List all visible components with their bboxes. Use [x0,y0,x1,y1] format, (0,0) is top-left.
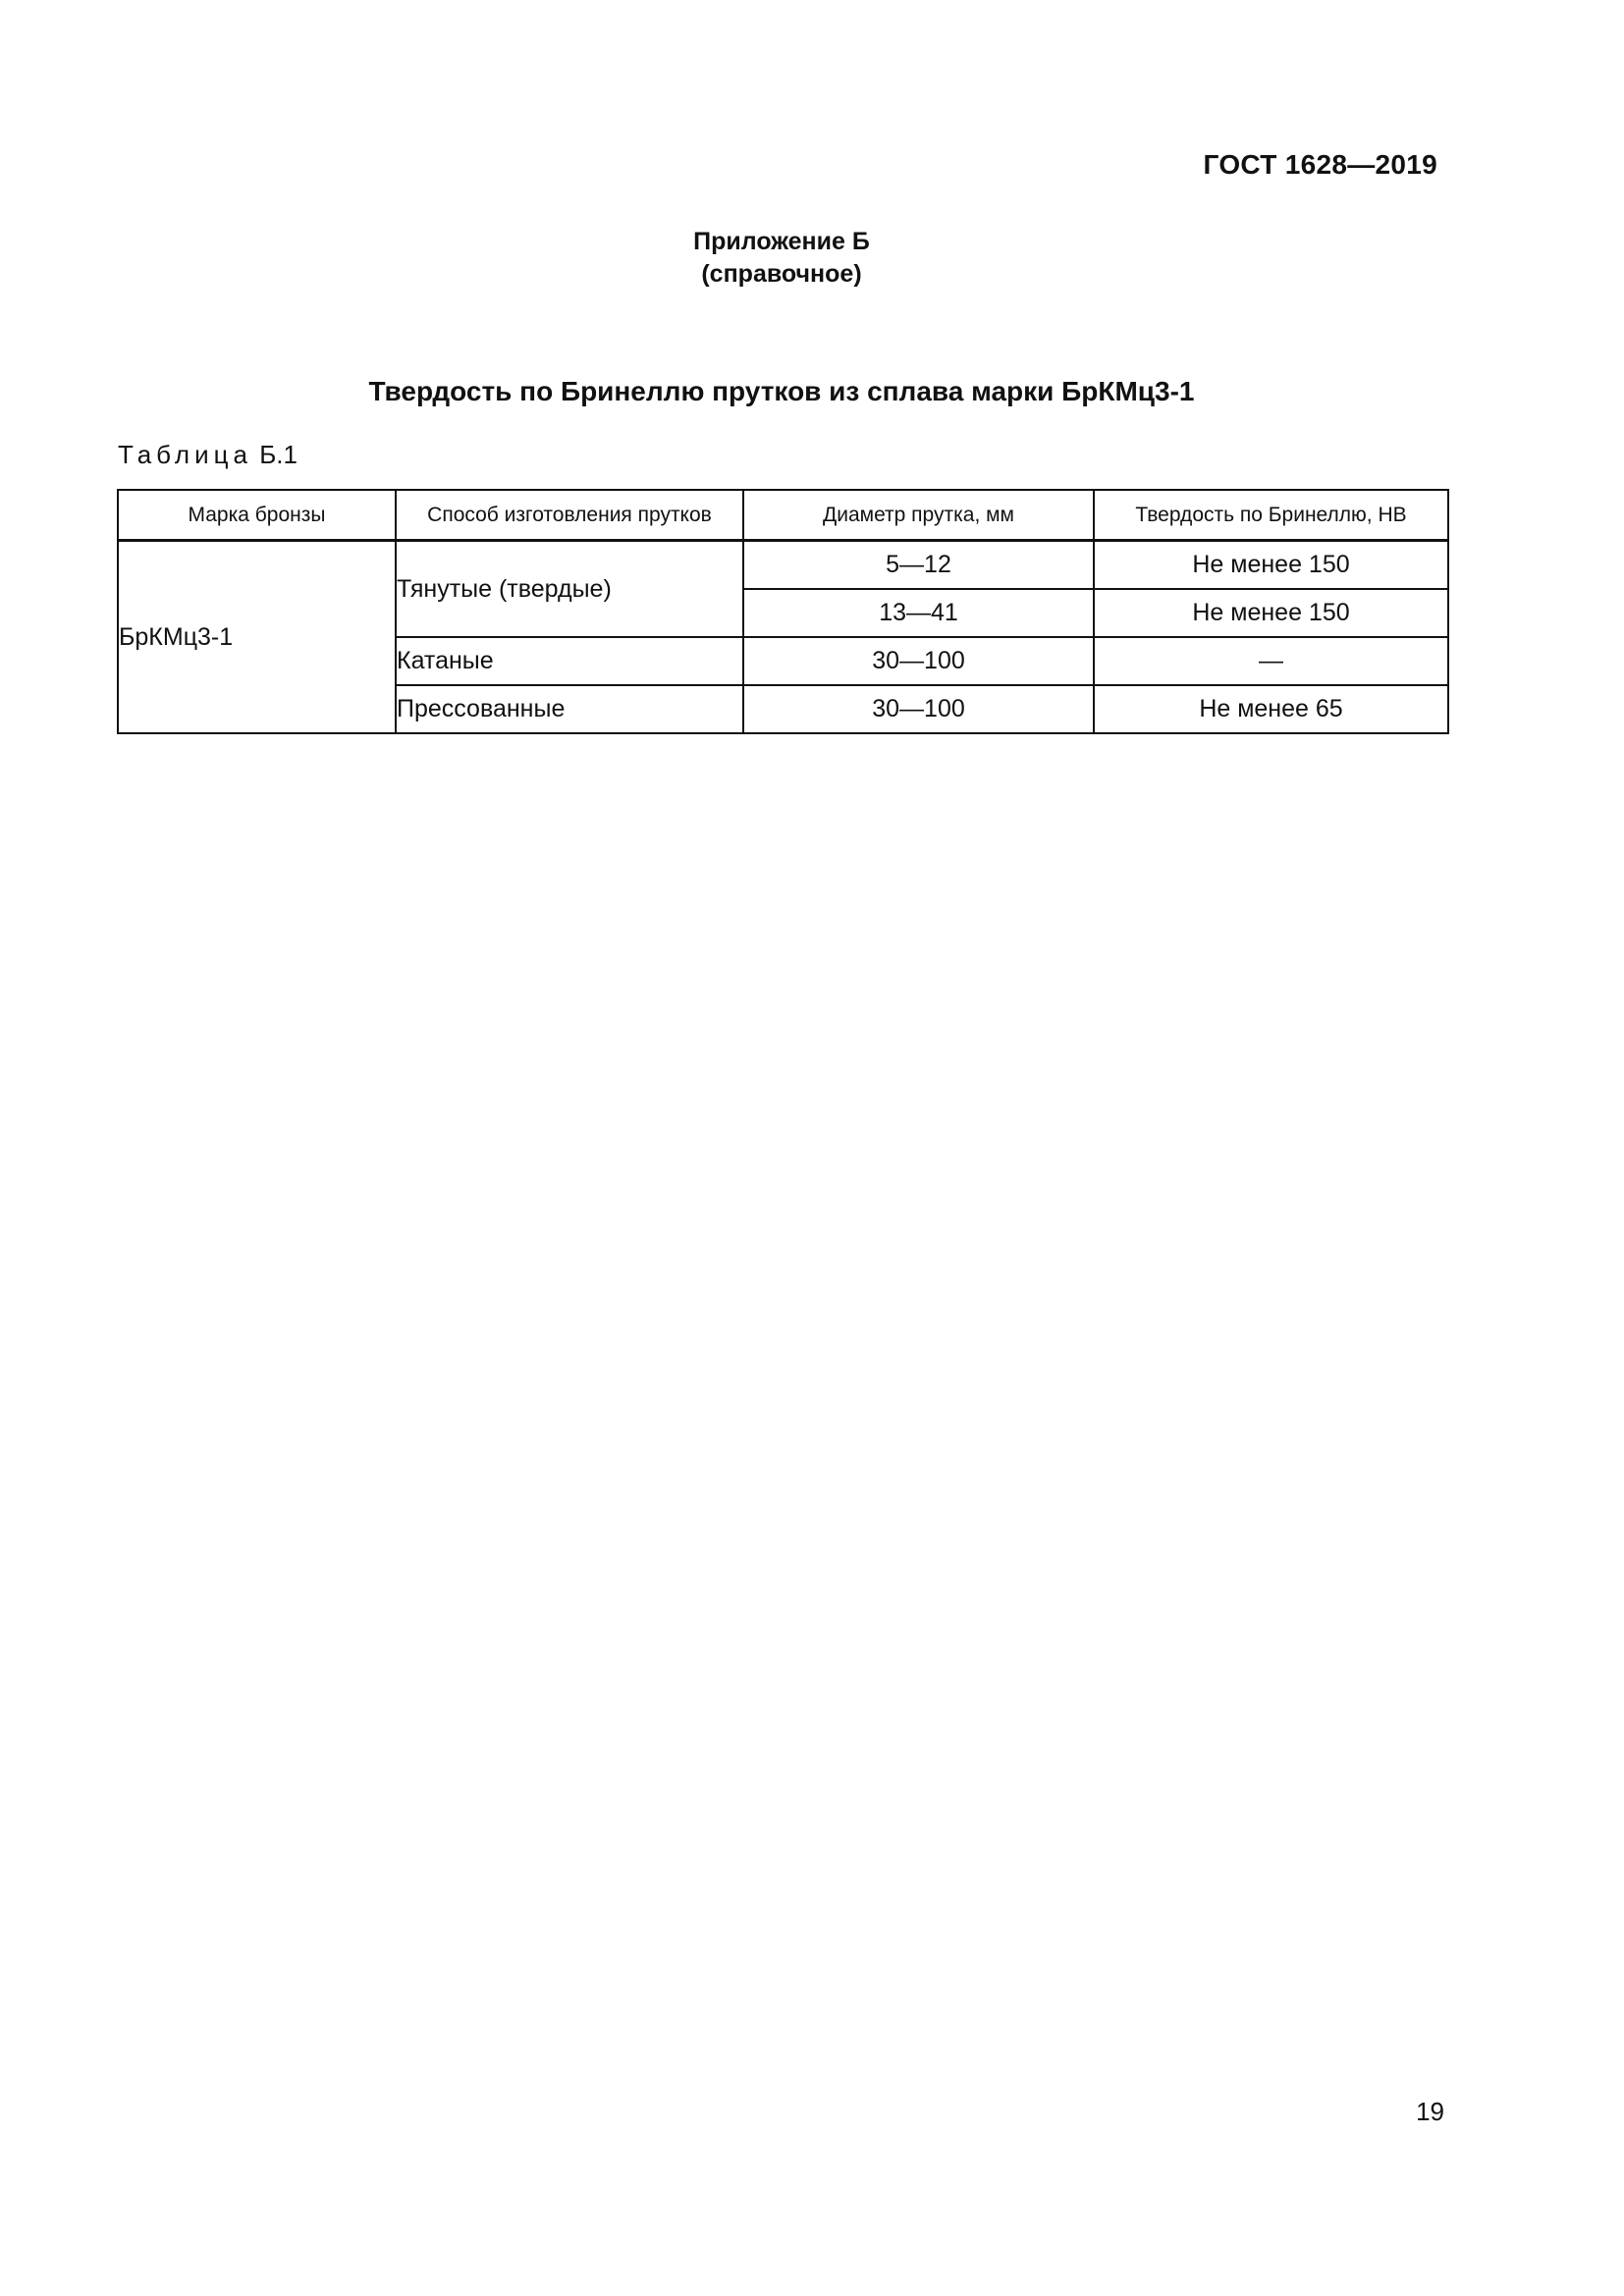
appendix-subtitle: (справочное) [701,260,862,288]
table-caption [118,440,298,470]
document-code: ГОСТ 1628—2019 [1203,149,1437,180]
method-cell: Прессованные [396,685,743,733]
diameter-cell: 30—100 [743,637,1094,685]
hardness-cell: Не менее 150 [1094,589,1448,637]
method-cell: Катаные [396,637,743,685]
appendix-title: Приложение Б [693,228,870,255]
diameter-cell: 13—41 [743,589,1094,637]
grade-cell: БрКМц3-1 [118,541,396,734]
column-header-method: Способ изготовления прутков [396,490,743,541]
table-caption-word: Таблица [118,440,252,469]
page-number: 19 [1416,2097,1444,2126]
hardness-cell: — [1094,637,1448,685]
method-cell: Тянутые (твердые) [396,541,743,638]
column-header-hardness: Твердость по Бринеллю, НВ [1094,490,1448,541]
section-title: Твердость по Бринеллю прутков из сплава марки БрКМц3-1 [368,376,1195,406]
column-header-diameter: Диаметр прутка, мм [743,490,1094,541]
diameter-cell: 5—12 [743,541,1094,590]
hardness-table [117,489,1449,734]
table-caption-number: Б.1 [259,440,298,469]
table-row [118,541,1448,590]
column-header-grade: Марка бронзы [118,490,396,541]
hardness-cell: Не менее 150 [1094,541,1448,590]
appendix-heading [0,226,1563,291]
table-header-row [118,490,1448,541]
hardness-cell: Не менее 65 [1094,685,1448,733]
diameter-cell: 30—100 [743,685,1094,733]
